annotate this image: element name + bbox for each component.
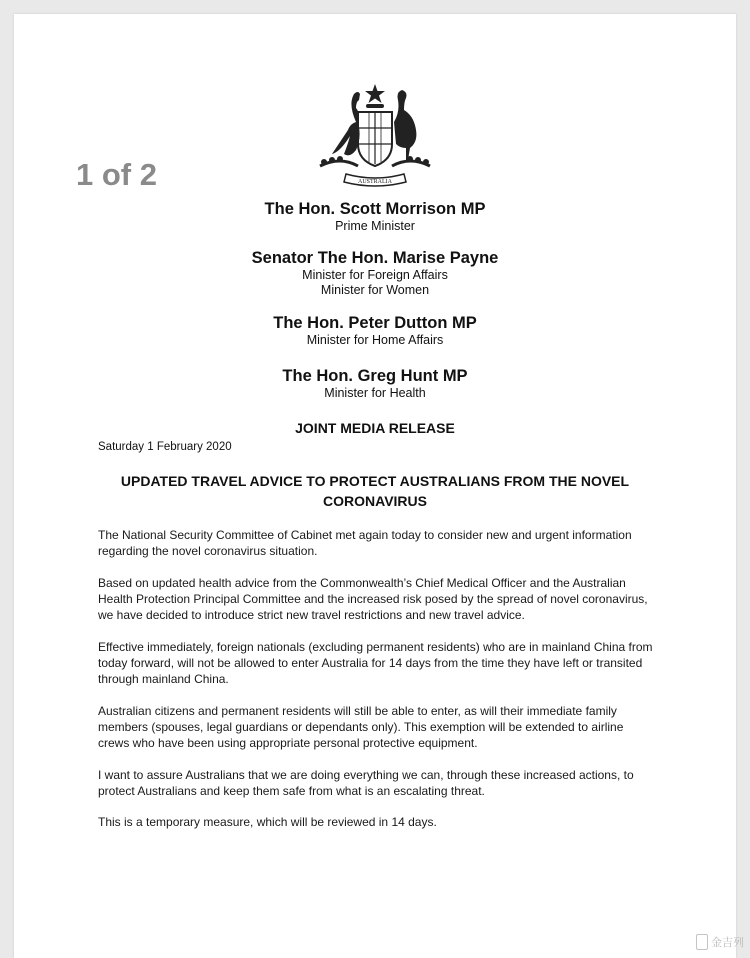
body-paragraph: This is a temporary measure, which will be reviewed in 14 days. xyxy=(98,815,437,829)
body-paragraph: I want to assure Australians that we are doing everything we can, through these increased actions, to protect Australians and keep them safe from what is an escalating threat. xyxy=(98,768,634,798)
minister-role: Minister for Health xyxy=(324,386,426,400)
body-paragraph: Based on updated health advice from the Commonwealth’s Chief Medical Officer and the Australian Health Protection Principal Committee and the increased risk posed by the spread of novel coronavirus, we have decided to introduce strict new travel restrictions and new travel advice. xyxy=(98,576,648,622)
minister-name: The Hon. Scott Morrison MP xyxy=(264,200,486,218)
minister-block-pm xyxy=(14,200,736,234)
watermark xyxy=(696,934,744,950)
crest-banner-text: AUSTRALIA xyxy=(358,179,392,185)
minister-role: Minister for Women xyxy=(320,283,430,297)
minister-block-health xyxy=(14,367,736,401)
headline: UPDATED TRAVEL ADVICE TO PROTECT AUSTRALIANS FROM THE NOVEL CORONAVIRUS xyxy=(120,473,630,509)
minister-block-foreign xyxy=(14,249,736,298)
minister-role: Prime Minister xyxy=(335,219,415,233)
watermark-text: 金吉列 xyxy=(711,937,744,949)
body-paragraph: The National Security Committee of Cabinet met again today to consider new and urgent information regarding the novel coronavirus situation. xyxy=(98,528,632,558)
body-paragraph: Australian citizens and permanent residents will still be able to enter, as will their immediate family members (spouses, legal guardians or dependants only). This exemption will be extended to airline crews who have been using appropriate personal protective equipment. xyxy=(98,704,624,750)
minister-role: Minister for Home Affairs xyxy=(306,333,444,347)
coat-of-arms-icon xyxy=(310,82,440,192)
body-paragraph: Effective immediately, foreign nationals (excluding permanent residents) who are in mainland China from today forward, will not be allowed to enter Australia for 14 days from the time they have left or transited through mainland China. xyxy=(98,640,653,686)
document-page xyxy=(14,14,736,958)
minister-name: The Hon. Greg Hunt MP xyxy=(282,367,468,385)
minister-role: Minister for Foreign Affairs xyxy=(302,268,448,282)
release-date: Saturday 1 February 2020 xyxy=(98,441,232,453)
minister-name: The Hon. Peter Dutton MP xyxy=(273,314,477,332)
page-indicator: 1 of 2 xyxy=(76,157,157,192)
minister-name: Senator The Hon. Marise Payne xyxy=(251,249,499,267)
watermark-logo-icon xyxy=(696,934,708,950)
minister-block-home xyxy=(14,314,736,348)
release-heading: JOINT MEDIA RELEASE xyxy=(295,420,455,436)
